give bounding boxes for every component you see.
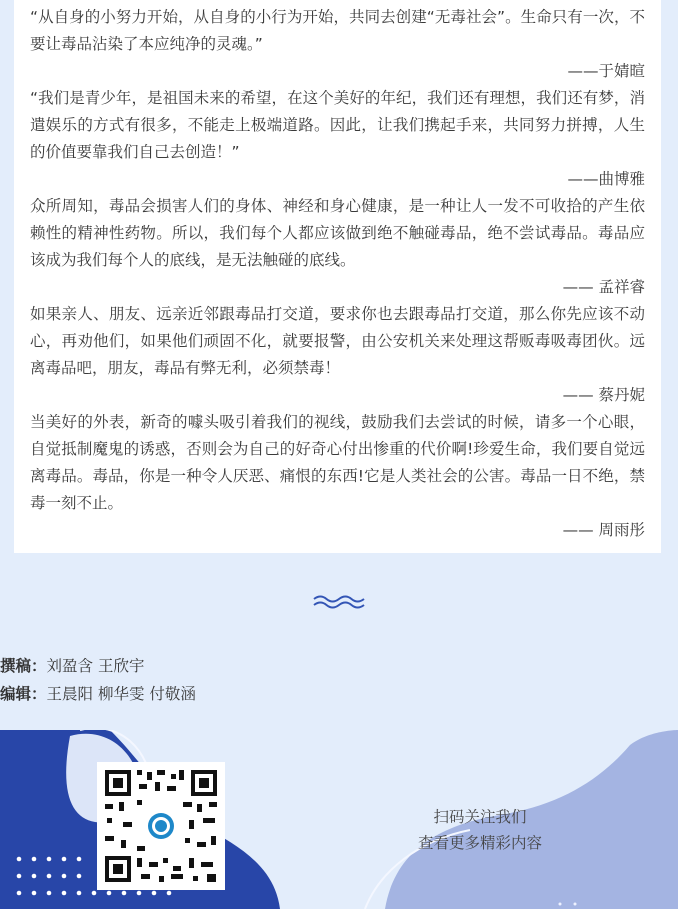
- quote-1: “从自身的小努力开始，从自身的小行为开始，共同去创建“无毒社会”。生命只有一次，不要让毒品沾染了本应纯净的灵魂。”: [30, 8, 645, 53]
- editor-label: 编辑：: [0, 685, 47, 703]
- editor-names: 王晨阳 柳华雯 付敬涵: [46, 685, 196, 703]
- credits: [0, 652, 196, 708]
- signature-3: —— 孟祥睿: [562, 278, 645, 296]
- article-card: [14, 0, 661, 553]
- writer-label: 撰稿：: [0, 657, 47, 675]
- signature-1: ——于婧暄: [567, 62, 645, 80]
- paragraph-3: 众所周知，毒品会损害人们的身体、神经和身心健康，是一种让人一发不可收拾的产生依赖性的精神性药物。所以，我们每个人都应该做到绝不触碰毒品，绝不尝试毒品。毒品应该成为我们每个人的底线，是无法触碰的底线。: [30, 197, 645, 269]
- wave-divider-icon: [313, 594, 365, 610]
- qr-code-icon: [97, 762, 225, 890]
- editor-line: [0, 680, 196, 708]
- signature-5: —— 周雨彤: [562, 521, 645, 539]
- paragraph-4: 如果亲人、朋友、远亲近邻跟毒品打交道，要求你也去跟毒品打交道，那么你先应该不动心，再劝他们，如果他们顽固不化，就要报警，由公安机关来处理这帮贩毒吸毒团伙。远离毒品吧，朋友，毒品有弊无利，必须禁毒！: [30, 305, 645, 377]
- qr-caption-line1: 扫码关注我们: [433, 808, 527, 826]
- qr-caption-line2: 查看更多精彩内容: [417, 834, 542, 852]
- quote-2: “我们是青少年，是祖国未来的希望，在这个美好的年纪，我们还有理想，我们还有梦，消遣娱乐的方式有很多，不能走上极端道路。因此，让我们携起手来，共同努力拼搏，人生的价值要靠我们自己去创造！”: [30, 89, 645, 161]
- writer-names: 刘盈含 王欣宇: [46, 657, 145, 675]
- paragraph-5: 当美好的外表，新奇的噱头吸引着我们的视线，鼓励我们去尝试的时候，请多一个心眼，自觉抵制魔鬼的诱惑，否则会为自己的好奇心付出惨重的代价啊!珍爱生命，我们要自觉远离毒品。毒品，你是一种令人厌恶、痛恨的东西!它是人类社会的公害。毒品一日不绝，禁毒一刻不止。: [30, 413, 645, 512]
- qr-code[interactable]: [97, 762, 225, 890]
- signature-4: —— 蔡丹妮: [562, 386, 645, 404]
- qr-caption: [380, 804, 580, 856]
- signature-2: ——曲博雅: [567, 170, 645, 188]
- writer-line: [0, 652, 196, 680]
